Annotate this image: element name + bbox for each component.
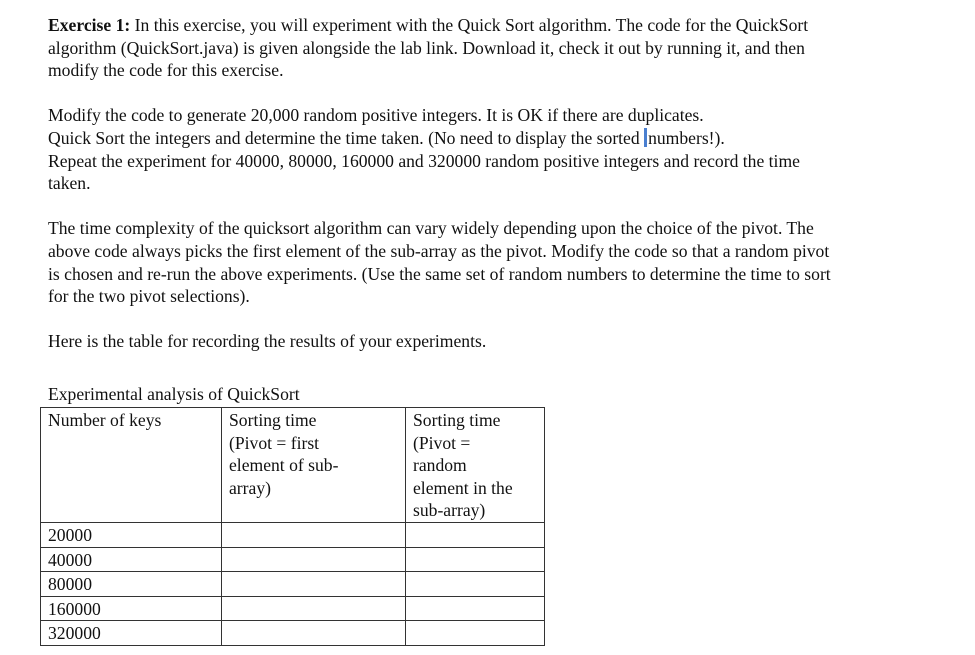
table-caption: Experimental analysis of QuickSort — [48, 384, 300, 404]
random-pivot-time-cell[interactable] — [406, 523, 545, 548]
table-row — [41, 596, 545, 621]
exercise-label: Exercise 1: — [48, 15, 131, 35]
exercise-intro-line: modify the code for this exercise. — [48, 60, 284, 81]
exercise-intro-line: Exercise 1: In this exercise, you will experiment with the Quick Sort algorithm. The code for the QuickSort — [48, 15, 809, 35]
table-row — [41, 523, 545, 548]
keys-cell: 160000 — [41, 596, 222, 621]
table-row — [41, 547, 545, 572]
random-pivot-time-cell[interactable] — [406, 547, 545, 572]
random-pivot-time-cell[interactable] — [406, 596, 545, 621]
instructions-paragraph — [48, 104, 948, 194]
random-pivot-time-cell[interactable] — [406, 572, 545, 597]
exercise-intro-line: algorithm (QuickSort.java) is given alongside the lab link. Download it, check it out by running it, and then — [48, 37, 805, 58]
header-random-pivot: Sorting time (Pivot = random element in the sub-array) — [406, 408, 545, 523]
header-number-of-keys: Number of keys — [41, 408, 222, 523]
keys-cell: 320000 — [41, 621, 222, 646]
random-pivot-time-cell[interactable] — [406, 621, 545, 646]
first-pivot-time-cell[interactable] — [222, 523, 406, 548]
pivot-line: The time complexity of the quicksort algorithm can vary widely depending upon the choice of the pivot. The — [48, 218, 814, 239]
exercise-intro-paragraph — [48, 14, 948, 82]
table-row — [41, 572, 545, 597]
table-header-row — [41, 408, 545, 523]
first-pivot-time-cell[interactable] — [222, 547, 406, 572]
instruction-line: taken. — [48, 173, 91, 194]
header-first-pivot: Sorting time (Pivot = first element of sub- array) — [222, 408, 406, 523]
instruction-line: Repeat the experiment for 40000, 80000, 160000 and 320000 random positive integers and record the time — [48, 150, 800, 171]
pivot-paragraph — [48, 217, 948, 307]
pivot-line: is chosen and re-run the above experiments. (Use the same set of random numbers to determine the time to sort — [48, 263, 831, 284]
table-intro: Here is the table for recording the results of your experiments. — [48, 331, 487, 352]
first-pivot-time-cell[interactable] — [222, 621, 406, 646]
first-pivot-time-cell[interactable] — [222, 572, 406, 597]
text-cursor — [644, 128, 647, 147]
keys-cell: 40000 — [41, 547, 222, 572]
instruction-line: Quick Sort the integers and determine the time taken. (No need to display the sorted numbers!). — [48, 127, 725, 148]
pivot-line: for the two pivot selections). — [48, 286, 250, 307]
document-body — [48, 14, 948, 366]
pivot-line: above code always picks the first element of the sub-array as the pivot. Modify the code so that a random pivot — [48, 240, 830, 261]
instruction-line: Modify the code to generate 20,000 random positive integers. It is OK if there are duplicates. — [48, 105, 704, 126]
table-row — [41, 621, 545, 646]
first-pivot-time-cell[interactable] — [222, 596, 406, 621]
keys-cell: 80000 — [41, 572, 222, 597]
results-table — [40, 407, 545, 646]
keys-cell: 20000 — [41, 523, 222, 548]
